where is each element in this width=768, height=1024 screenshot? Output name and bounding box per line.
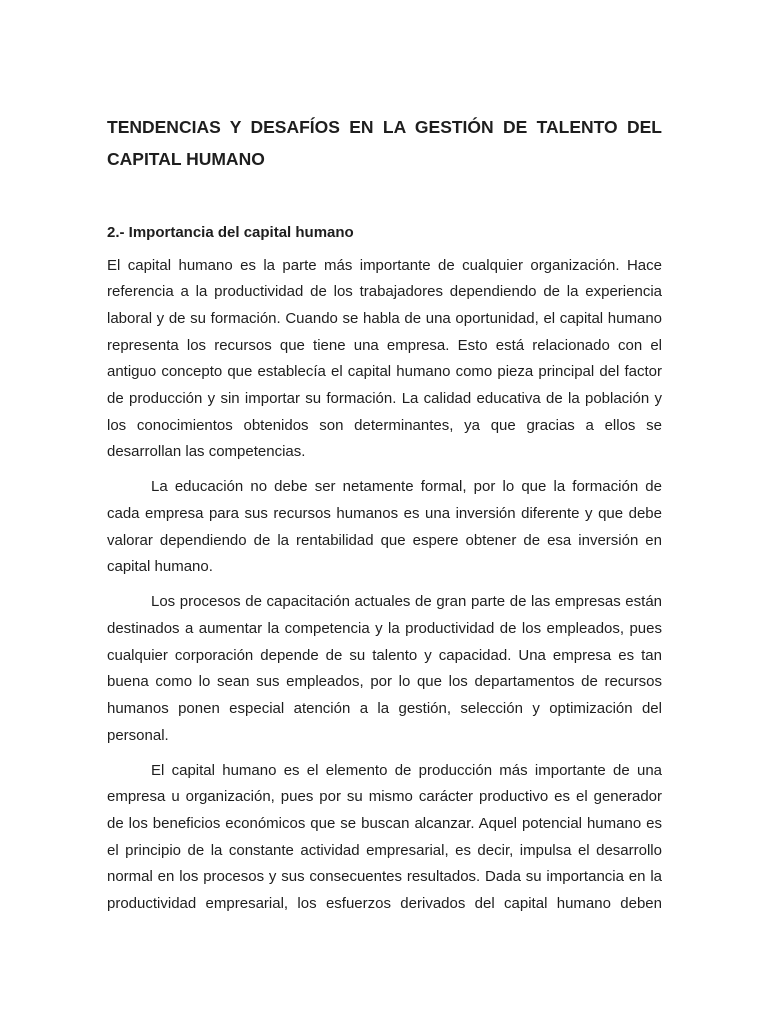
paragraph-line: El capital humano es la parte más importante de cualquier organización. Hace [107, 256, 662, 274]
paragraph [107, 474, 662, 581]
paragraph-line: desarrollan las competencias. [107, 443, 306, 461]
paragraph-line: cualquier corporación depende de su talento y capacidad. Una empresa es tan [107, 646, 662, 664]
paragraph-line: productividad empresarial, los esfuerzos derivados del capital humano deben [107, 894, 662, 912]
paragraph-line: normal en los procesos y sus consecuentes resultados. Dada su importancia en la [107, 868, 662, 886]
paragraph-line: buena como lo sean sus empleados, por lo que los departamentos de recursos [107, 673, 662, 691]
paragraph-line: personal. [107, 726, 169, 744]
paragraph-line: Los procesos de capacitación actuales de gran parte de las empresas están [151, 593, 662, 611]
paragraph [107, 253, 662, 466]
paragraph-line: referencia a la productividad de los trabajadores dependiendo de la experiencia [107, 283, 662, 301]
section-heading: 2.- Importancia del capital humano [107, 223, 354, 241]
paragraph [107, 589, 662, 749]
paragraph-line: de producción y sin importar su formación. La calidad educativa de la población y [107, 390, 662, 407]
section-body [107, 253, 662, 926]
paragraph-line: representa los recursos que tiene una empresa. Esto está relacionado con el [107, 336, 662, 354]
paragraph-line: La educación no debe ser netamente formal, por lo que la formación de [151, 478, 662, 496]
paragraph [107, 758, 662, 918]
paragraph-line: valorar dependiendo de la rentabilidad que espere obtener de esa inversión en [107, 531, 662, 549]
paragraph-line: el principio de la constante actividad empresarial, es decir, impulsa el desarrollo [107, 841, 662, 859]
paragraph-line: El capital humano es el elemento de producción más importante de una [151, 761, 662, 779]
document-title: TENDENCIAS Y DESAFÍOS EN LA GESTIÓN DE TALENTO DEL CAPITAL HUMANO [107, 117, 662, 169]
paragraph-line: antiguo concepto que establecía el capital humano como pieza principal del factor [107, 363, 662, 381]
paragraph-line: de los beneficios económicos que se buscan alcanzar. Aquel potencial humano es [107, 814, 662, 832]
paragraph-line: cada empresa para sus recursos humanos es una inversión diferente y que debe [107, 504, 662, 522]
paragraph-line: los conocimientos obtenidos son determinantes, ya que gracias a ellos se [107, 416, 662, 434]
paragraph-line: empresa u organización, pues por su mismo carácter productivo es el generador [107, 788, 662, 806]
paragraph-line: laboral y de su formación. Cuando se habla de una oportunidad, el capital humano [107, 309, 662, 327]
paragraph-line: destinados a aumentar la competencia y la productividad de los empleados, pues [107, 619, 662, 637]
paragraph-line: capital humano. [107, 558, 213, 576]
paragraph-line: humanos ponen especial atención a la gestión, selección y optimización del [107, 699, 662, 717]
